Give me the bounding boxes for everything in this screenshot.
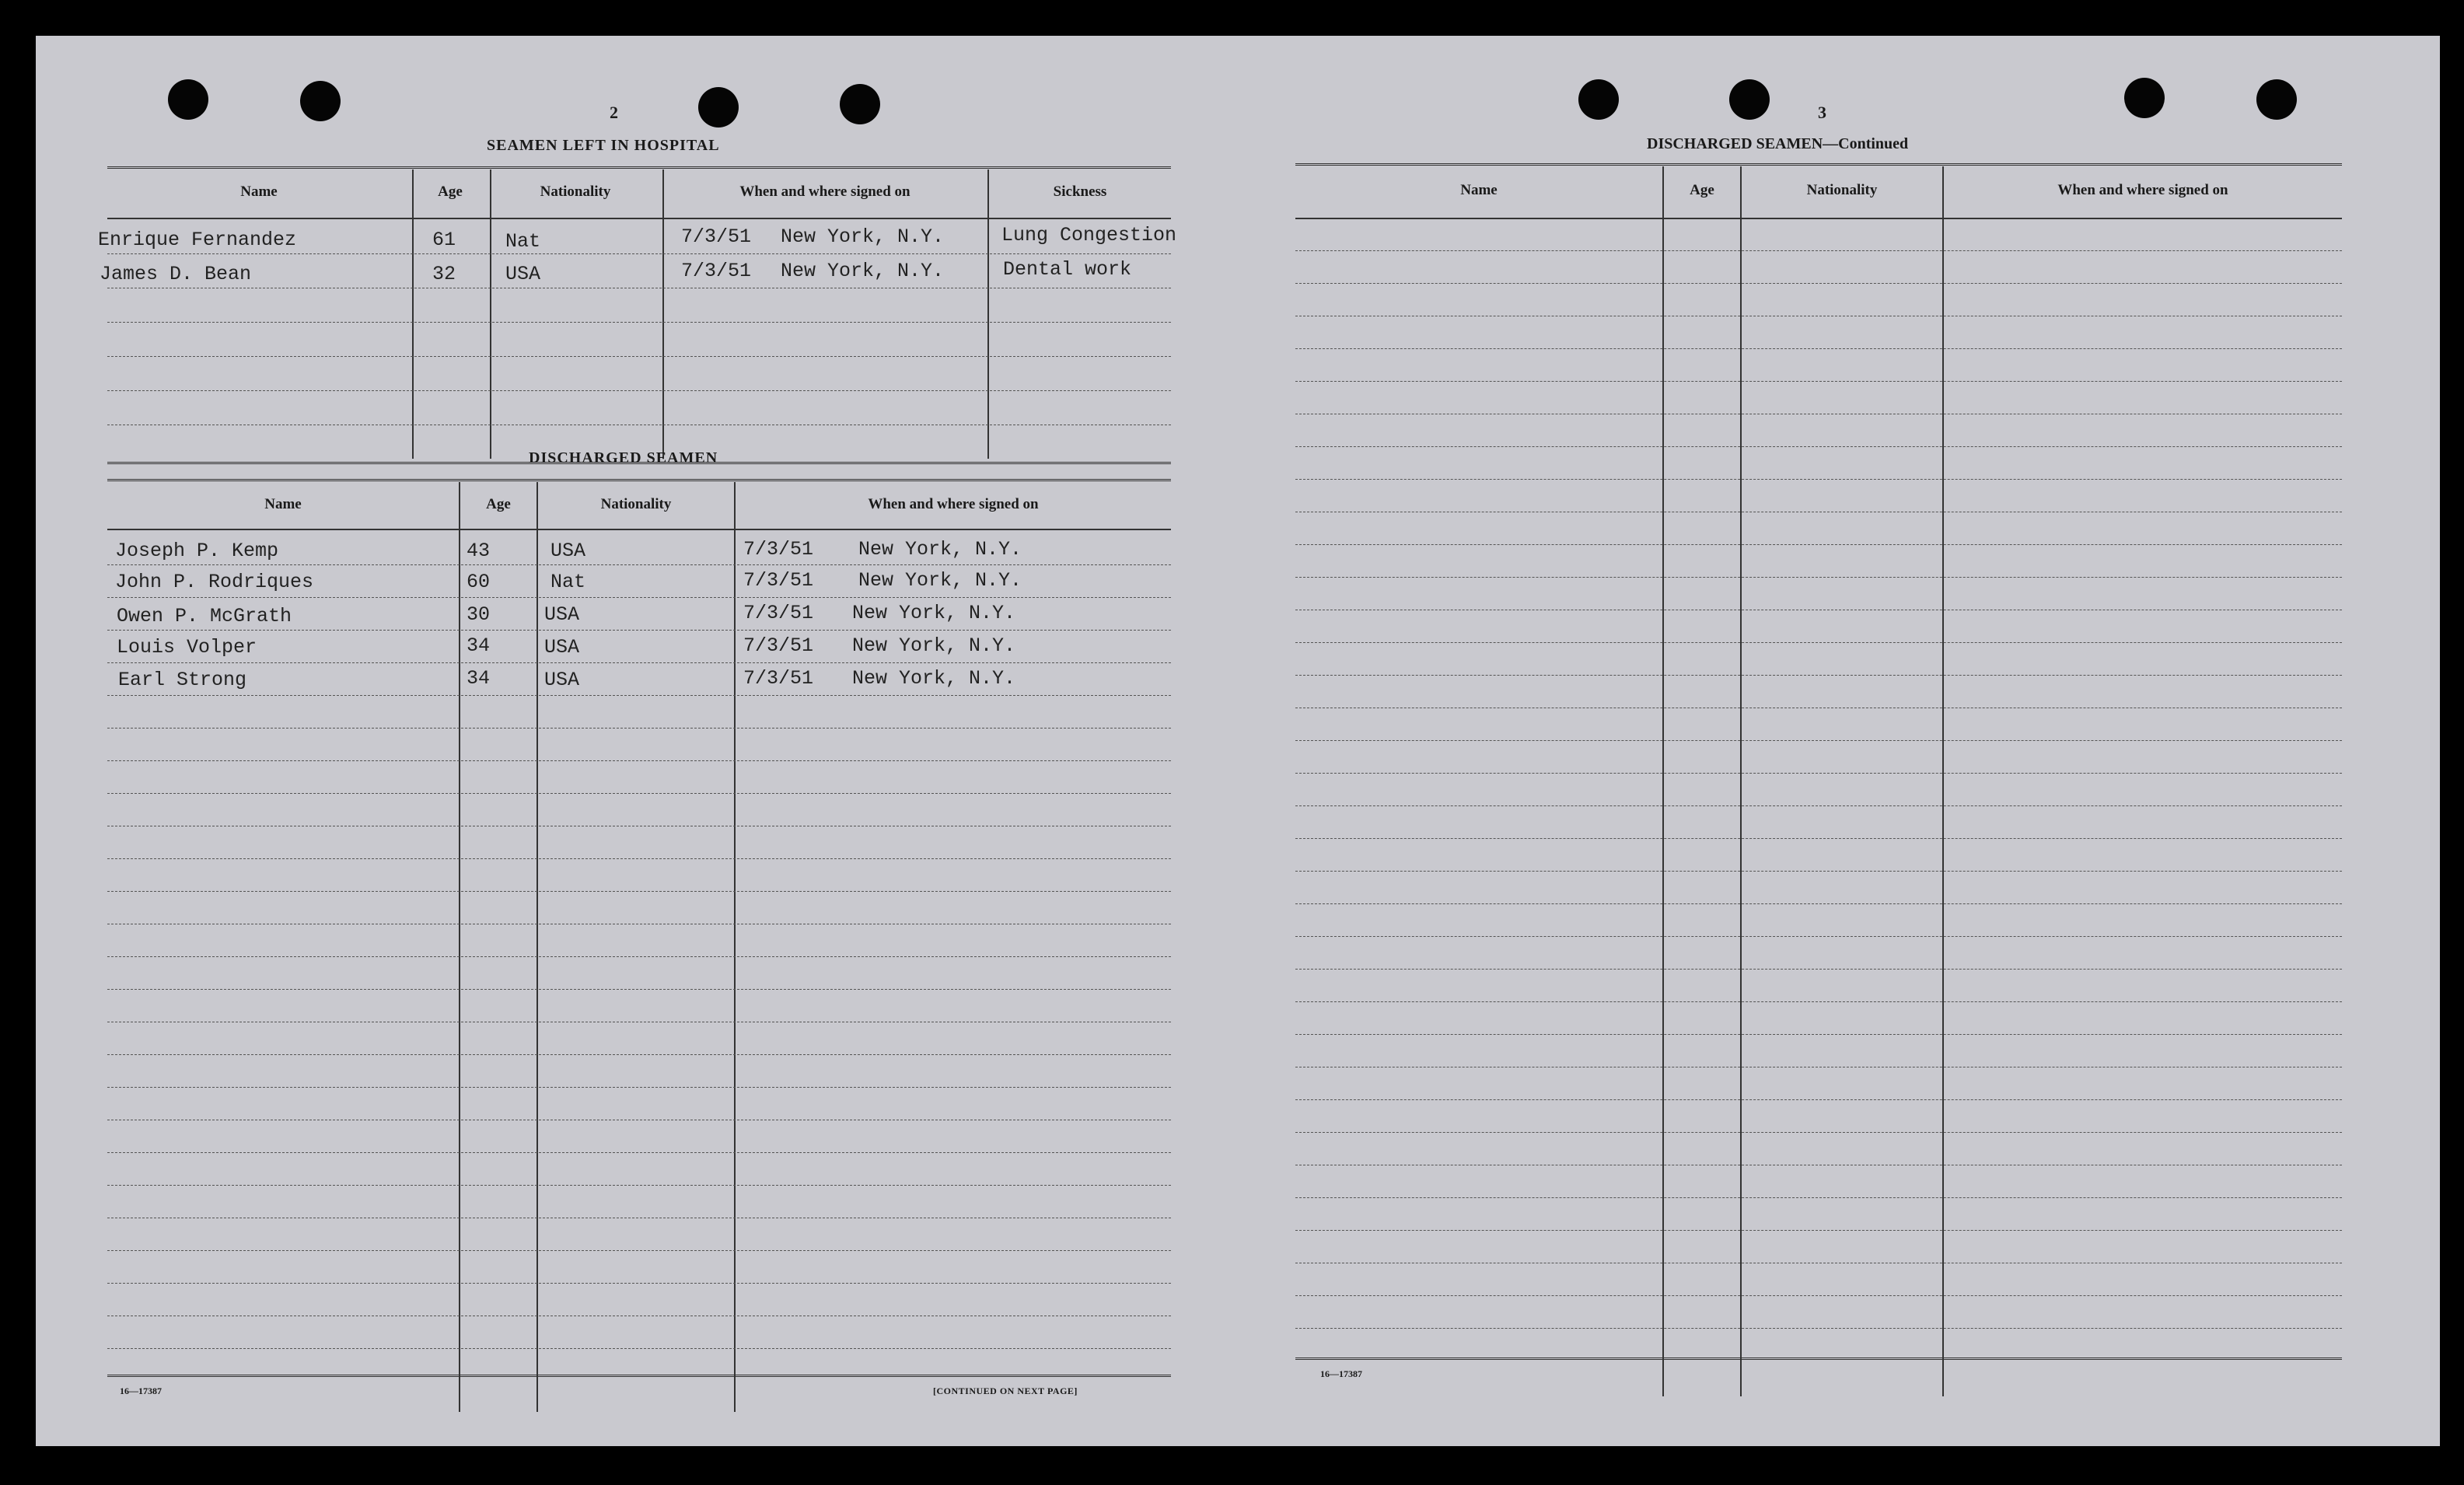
row-rule (1295, 740, 2342, 741)
row-rule (107, 597, 1171, 598)
hospital-name: Enrique Fernandez (98, 229, 297, 251)
row-rule (107, 956, 1171, 957)
row-rule (1295, 446, 2342, 447)
discharged-place: New York, N.Y. (852, 667, 1016, 690)
binder-hole (1578, 79, 1619, 120)
right-header-age: Age (1690, 182, 1714, 198)
row-rule (107, 356, 1171, 357)
row-rule (107, 1054, 1171, 1055)
row-rule (1295, 1295, 2342, 1296)
row-rule (107, 630, 1171, 631)
row-rule (1295, 544, 2342, 545)
discharged-age: 43 (467, 540, 491, 562)
row-rule (1295, 1132, 2342, 1133)
binder-hole (698, 87, 739, 128)
form-number: 16—17387 (120, 1385, 162, 1396)
discharged-header-age: Age (486, 496, 511, 512)
hospital-age: 61 (432, 229, 456, 251)
row-rule (1295, 1197, 2342, 1198)
row-rule (1295, 577, 2342, 578)
hospital-header-name: Name (240, 183, 278, 200)
discharged-name: Joseph P. Kemp (115, 540, 279, 562)
row-rule (1295, 1230, 2342, 1231)
row-rule (107, 1283, 1171, 1284)
row-rule (1295, 903, 2342, 904)
row-rule (107, 695, 1171, 696)
row-rule (107, 989, 1171, 990)
discharged-date: 7/3/51 (743, 634, 814, 657)
discharged-header-nationality: Nationality (600, 496, 672, 512)
discharged-age: 34 (467, 667, 491, 690)
discharged-place: New York, N.Y. (858, 538, 1022, 561)
hospital-nationality: USA (505, 263, 541, 285)
row-rule (107, 1250, 1171, 1251)
hospital-place: New York, N.Y. (781, 225, 945, 248)
row-rule (1295, 871, 2342, 872)
row-rule (1295, 479, 2342, 480)
right-page (1227, 36, 2440, 1446)
row-rule (1295, 283, 2342, 284)
hospital-sickness: Dental work (1003, 258, 1132, 281)
discharged-name: Earl Strong (118, 669, 247, 691)
continued-note: [CONTINUED ON NEXT PAGE] (933, 1385, 1078, 1396)
discharged-name: Owen P. McGrath (117, 605, 292, 627)
discharged-nationality: USA (544, 636, 580, 659)
discharged-age: 60 (467, 571, 491, 593)
form-number: 16—17387 (1320, 1368, 1362, 1379)
row-rule (1295, 642, 2342, 643)
discharged-header-signed-on: When and where signed on (868, 496, 1039, 512)
discharged-date: 7/3/51 (743, 667, 814, 690)
discharged-nationality: USA (550, 540, 586, 562)
hospital-date: 7/3/51 (681, 260, 752, 282)
hospital-date: 7/3/51 (681, 225, 752, 248)
binder-hole (840, 84, 880, 124)
hospital-place: New York, N.Y. (781, 260, 945, 282)
hospital-name: James D. Bean (100, 263, 252, 285)
row-rule (107, 322, 1171, 323)
discharged-place: New York, N.Y. (852, 602, 1016, 624)
discharged-date: 7/3/51 (743, 569, 814, 592)
row-rule (1295, 1001, 2342, 1002)
row-rule (107, 253, 1171, 254)
discharged-header-name: Name (264, 496, 302, 512)
right-header-signed-on: When and where signed on (2057, 182, 2228, 198)
row-rule (107, 662, 1171, 663)
discharged-date: 7/3/51 (743, 538, 814, 561)
row-rule (107, 1185, 1171, 1186)
row-rule (1295, 1099, 2342, 1100)
discharged-nationality: Nat (550, 571, 586, 593)
hospital-age: 32 (432, 263, 456, 285)
discharged-date: 7/3/51 (743, 602, 814, 624)
row-rule (1295, 838, 2342, 839)
discharged-name: John P. Rodriques (115, 571, 314, 593)
hospital-sickness: Lung Congestion (1001, 224, 1177, 246)
binder-hole (2124, 78, 2165, 118)
row-rule (1295, 1328, 2342, 1329)
discharged-nationality: USA (544, 669, 580, 691)
row-rule (107, 1348, 1171, 1349)
row-rule (1295, 1034, 2342, 1035)
binder-hole (168, 79, 208, 120)
row-rule (1295, 381, 2342, 382)
discharged-age: 30 (467, 603, 491, 626)
hospital-section-title: SEAMEN LEFT IN HOSPITAL (487, 137, 720, 154)
row-rule (1295, 773, 2342, 774)
discharged-nationality: USA (544, 603, 580, 626)
left-page (36, 36, 1227, 1446)
right-section-title: DISCHARGED SEAMEN—Continued (1647, 135, 1909, 152)
right-header-nationality: Nationality (1806, 182, 1878, 198)
row-rule (107, 1087, 1171, 1088)
row-rule (1295, 936, 2342, 937)
row-rule (107, 728, 1171, 729)
discharged-section-title: DISCHARGED SEAMEN (529, 449, 718, 466)
hospital-nationality: Nat (505, 230, 541, 253)
discharged-place: New York, N.Y. (858, 569, 1022, 592)
hospital-header-signed-on: When and where signed on (739, 183, 910, 200)
row-rule (1295, 805, 2342, 806)
right-header-name: Name (1460, 182, 1498, 198)
row-rule (1295, 250, 2342, 251)
binder-hole (2256, 79, 2297, 120)
row-rule (107, 891, 1171, 892)
hospital-header-age: Age (438, 183, 463, 200)
binder-hole (1729, 79, 1770, 120)
row-rule (1295, 348, 2342, 349)
row-rule (107, 858, 1171, 859)
row-rule (107, 390, 1171, 391)
page-number: 2 (610, 103, 618, 122)
row-rule (107, 760, 1171, 761)
hospital-header-nationality: Nationality (540, 183, 611, 200)
binder-hole (300, 81, 341, 121)
page-number: 3 (1818, 103, 1826, 122)
row-rule (1295, 969, 2342, 970)
row-rule (107, 1152, 1171, 1153)
discharged-name: Louis Volper (117, 636, 257, 659)
discharged-age: 34 (467, 634, 491, 657)
row-rule (107, 564, 1171, 565)
row-rule (1295, 675, 2342, 676)
discharged-place: New York, N.Y. (852, 634, 1016, 657)
hospital-header-sickness: Sickness (1053, 183, 1107, 200)
row-rule (107, 793, 1171, 794)
